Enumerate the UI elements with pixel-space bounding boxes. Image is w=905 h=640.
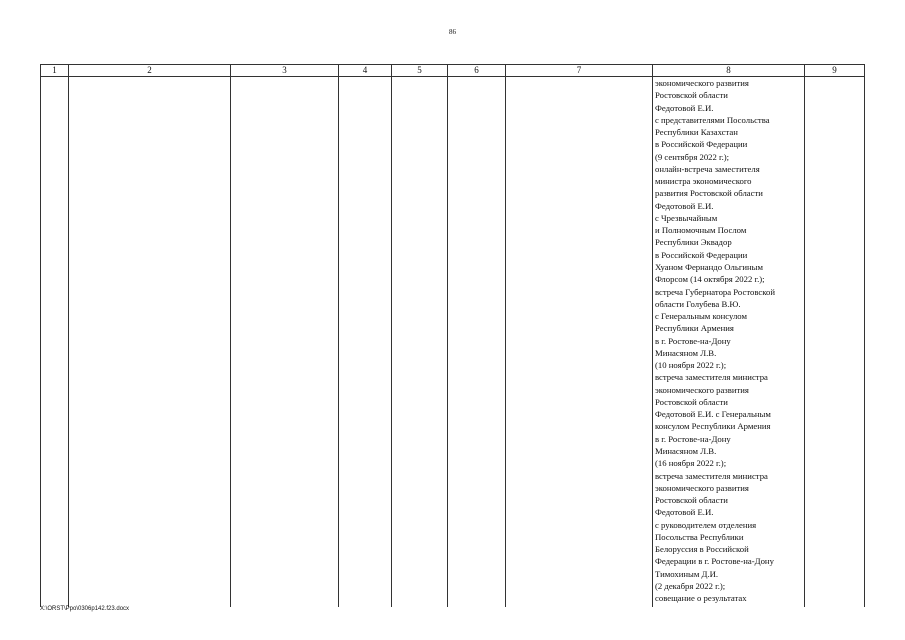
- text-line: консулом Республики Армения: [655, 421, 771, 432]
- text-line: с Чрезвычайным: [655, 212, 718, 223]
- cell-col-1: [41, 77, 69, 608]
- text-line: экономического развития: [655, 482, 749, 493]
- column-header-6: 6: [448, 65, 506, 77]
- text-line: Республики Эквадор: [655, 237, 732, 248]
- column-header-5: 5: [392, 65, 448, 77]
- text-line: встреча заместителя министра: [655, 372, 768, 383]
- events-description: [653, 77, 804, 604]
- column-header-8: 8: [653, 65, 805, 77]
- text-line: Республики Армения: [655, 323, 734, 334]
- text-line: Ростовской области: [655, 396, 728, 407]
- cell-col-8: [653, 77, 805, 608]
- text-line: области Голубева В.Ю.: [655, 298, 741, 309]
- text-line: Ростовской области: [655, 90, 728, 101]
- column-header-2: 2: [69, 65, 231, 77]
- text-line: с представителями Посольства: [655, 114, 770, 125]
- column-header-7: 7: [506, 65, 653, 77]
- text-line: Федотовой Е.И.: [655, 102, 714, 113]
- text-line: в г. Ростове-на-Дону: [655, 335, 731, 346]
- column-header-1: 1: [41, 65, 69, 77]
- text-line: Федотовой Е.И. с Генеральным: [655, 409, 771, 420]
- text-line: в г. Ростове-на-Дону: [655, 433, 731, 444]
- cell-col-6: [448, 77, 506, 608]
- page-number: 86: [449, 28, 456, 36]
- cell-col-9: [805, 77, 865, 608]
- text-line: с руководителем отделения: [655, 519, 757, 530]
- text-line: экономического развития: [655, 78, 749, 88]
- text-line: министра экономического: [655, 176, 752, 187]
- text-line: встреча Губернатора Ростовской: [655, 286, 776, 297]
- text-line: Минасяном Л.В.: [655, 445, 717, 456]
- text-line: Федерации в г. Ростове-на-Дону: [655, 556, 774, 567]
- document-table: [40, 64, 865, 607]
- text-line: экономического развития: [655, 384, 749, 395]
- text-line: в Российской Федерации: [655, 249, 748, 260]
- text-line: (9 сентября 2022 г.);: [655, 151, 730, 162]
- cell-col-2: [69, 77, 231, 608]
- text-line: встреча заместителя министра: [655, 470, 768, 481]
- text-line: Минасяном Л.В.: [655, 347, 717, 358]
- text-line: развития Ростовской области: [655, 188, 763, 199]
- text-line: в Российской Федерации: [655, 139, 748, 150]
- column-header-4: 4: [339, 65, 392, 77]
- text-line: Флорсом (14 октября 2022 г.);: [655, 274, 765, 285]
- file-path-footer: X:\ORST\Ppo\0306p142.f23.docx: [40, 606, 130, 612]
- text-line: Тимохиным Д.И.: [655, 568, 719, 579]
- text-line: Хуаном Фернандо Ольгиным: [655, 261, 764, 272]
- text-line: Республики Казахстан: [655, 127, 738, 138]
- cell-col-3: [231, 77, 339, 608]
- text-line: Белоруссия в Российской: [655, 544, 749, 555]
- text-line: (10 ноября 2022 г.);: [655, 360, 727, 371]
- cell-col-5: [392, 77, 448, 608]
- header-row: [41, 65, 865, 77]
- text-line: Ростовской области: [655, 495, 728, 506]
- table-row: [41, 77, 865, 608]
- text-line: Федотовой Е.И.: [655, 200, 714, 211]
- cell-col-4: [339, 77, 392, 608]
- text-line: Федотовой Е.И.: [655, 507, 714, 518]
- text-line: совещание о результатах: [655, 593, 747, 604]
- text-line: онлайн-встреча заместителя: [655, 163, 760, 174]
- column-header-3: 3: [231, 65, 339, 77]
- text-line: и Полномочным Послом: [655, 225, 747, 236]
- text-line: Посольства Республики: [655, 531, 744, 542]
- cell-col-7: [506, 77, 653, 608]
- text-line: (2 декабря 2022 г.);: [655, 580, 726, 591]
- text-line: (16 ноября 2022 г.);: [655, 458, 727, 469]
- column-header-9: 9: [805, 65, 865, 77]
- text-line: с Генеральным консулом: [655, 311, 747, 322]
